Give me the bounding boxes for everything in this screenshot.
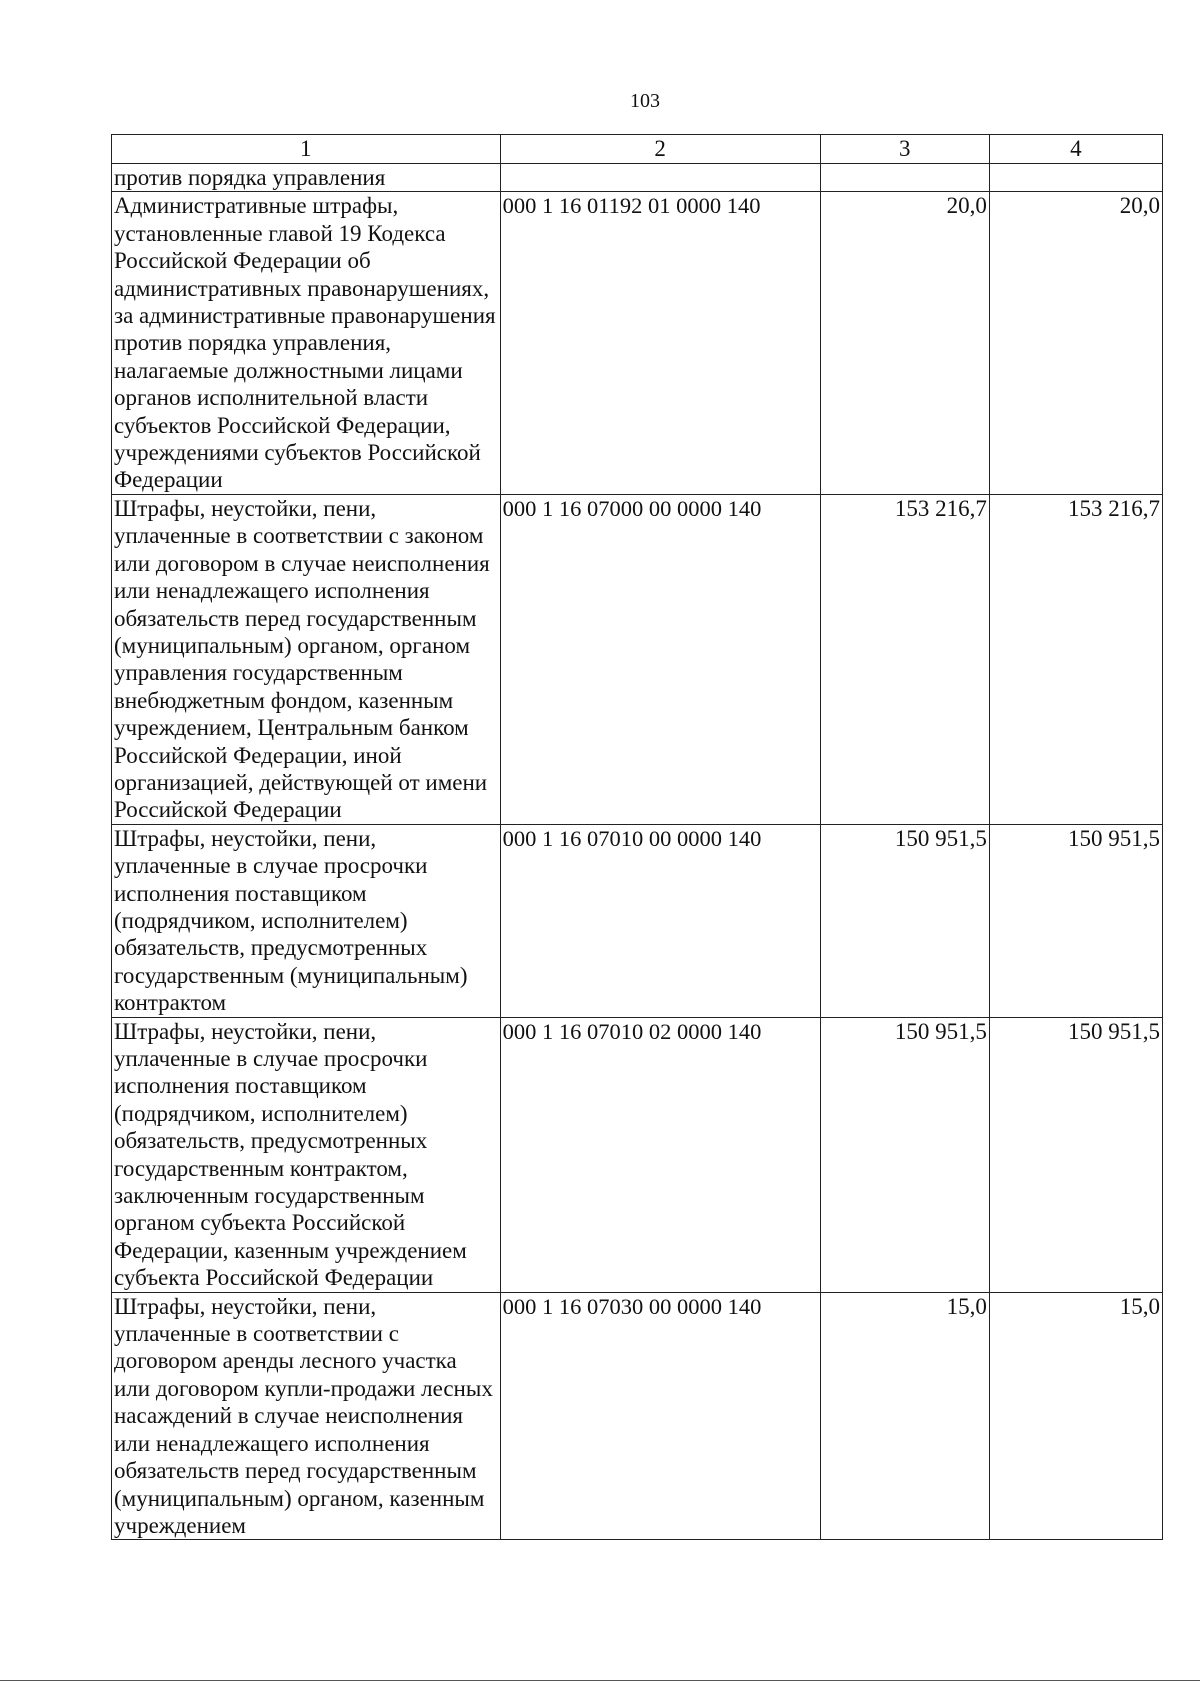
column-header-2: 2 (500, 135, 820, 164)
row-code (500, 164, 820, 192)
row-col4-value: 15,0 (989, 1292, 1162, 1540)
row-code: 000 1 16 07010 00 0000 140 (500, 824, 820, 1017)
row-col3-value: 150 951,5 (820, 1017, 989, 1292)
column-header-4: 4 (989, 135, 1162, 164)
table-row (112, 1017, 1163, 1292)
row-col3-value (820, 164, 989, 192)
table-header (112, 135, 1163, 164)
table-row (112, 192, 1163, 494)
table-row (112, 494, 1163, 824)
row-code: 000 1 16 07010 02 0000 140 (500, 1017, 820, 1292)
row-name: Штрафы, неустойки, пени, уплаченные в случае просрочки исполнения поставщиком (подрядчиком, исполнителем) обязательств, предусмотренных государственным (муниципальным) контрактом (112, 824, 501, 1017)
table-body (112, 164, 1163, 1540)
table-row (112, 1292, 1163, 1540)
table-row (112, 824, 1163, 1017)
row-col4-value: 153 216,7 (989, 494, 1162, 824)
row-col4-value: 150 951,5 (989, 824, 1162, 1017)
row-col4-value: 150 951,5 (989, 1017, 1162, 1292)
row-col3-value: 20,0 (820, 192, 989, 494)
row-col3-value: 15,0 (820, 1292, 989, 1540)
page-bottom-rule (0, 1680, 1200, 1681)
row-name: против порядка управления (112, 164, 501, 192)
row-name: Административные штрафы, установленные главой 19 Кодекса Российской Федерации об административных правонарушениях, за административные правонарушения против порядка управления, налагаемые должностными лицами органов исполнительной власти субъектов Российской Федерации, учреждениями субъектов Российской Федерации (112, 192, 501, 494)
budget-table (111, 134, 1163, 1540)
row-name: Штрафы, неустойки, пени, уплаченные в соответствии с законом или договором в случае неисполнения или ненадлежащего исполнения обязательств перед государственным (муниципальным) органом, органом управления государственным внебюджетным фондом, казенным учреждением, Центральным банком Российской Федерации, иной организацией, действующей от имени Российской Федерации (112, 494, 501, 824)
column-header-3: 3 (820, 135, 989, 164)
row-code: 000 1 16 07030 00 0000 140 (500, 1292, 820, 1540)
row-col4-value (989, 164, 1162, 192)
row-code: 000 1 16 07000 00 0000 140 (500, 494, 820, 824)
page-number: 103 (630, 90, 660, 112)
header-row (112, 135, 1163, 164)
row-name: Штрафы, неустойки, пени, уплаченные в случае просрочки исполнения поставщиком (подрядчиком, исполнителем) обязательств, предусмотренных государственным контрактом, заключенным государственным органом субъекта Российской Федерации, казенным учреждением субъекта Российской Федерации (112, 1017, 501, 1292)
row-col4-value: 20,0 (989, 192, 1162, 494)
table-row (112, 164, 1163, 192)
row-name: Штрафы, неустойки, пени, уплаченные в соответствии с договором аренды лесного участка или договором купли-продажи лесных насаждений в случае неисполнения или ненадлежащего исполнения обязательств перед государственным (муниципальным) органом, казенным учреждением (112, 1292, 501, 1540)
row-col3-value: 150 951,5 (820, 824, 989, 1017)
row-code: 000 1 16 01192 01 0000 140 (500, 192, 820, 494)
row-col3-value: 153 216,7 (820, 494, 989, 824)
column-header-1: 1 (112, 135, 501, 164)
